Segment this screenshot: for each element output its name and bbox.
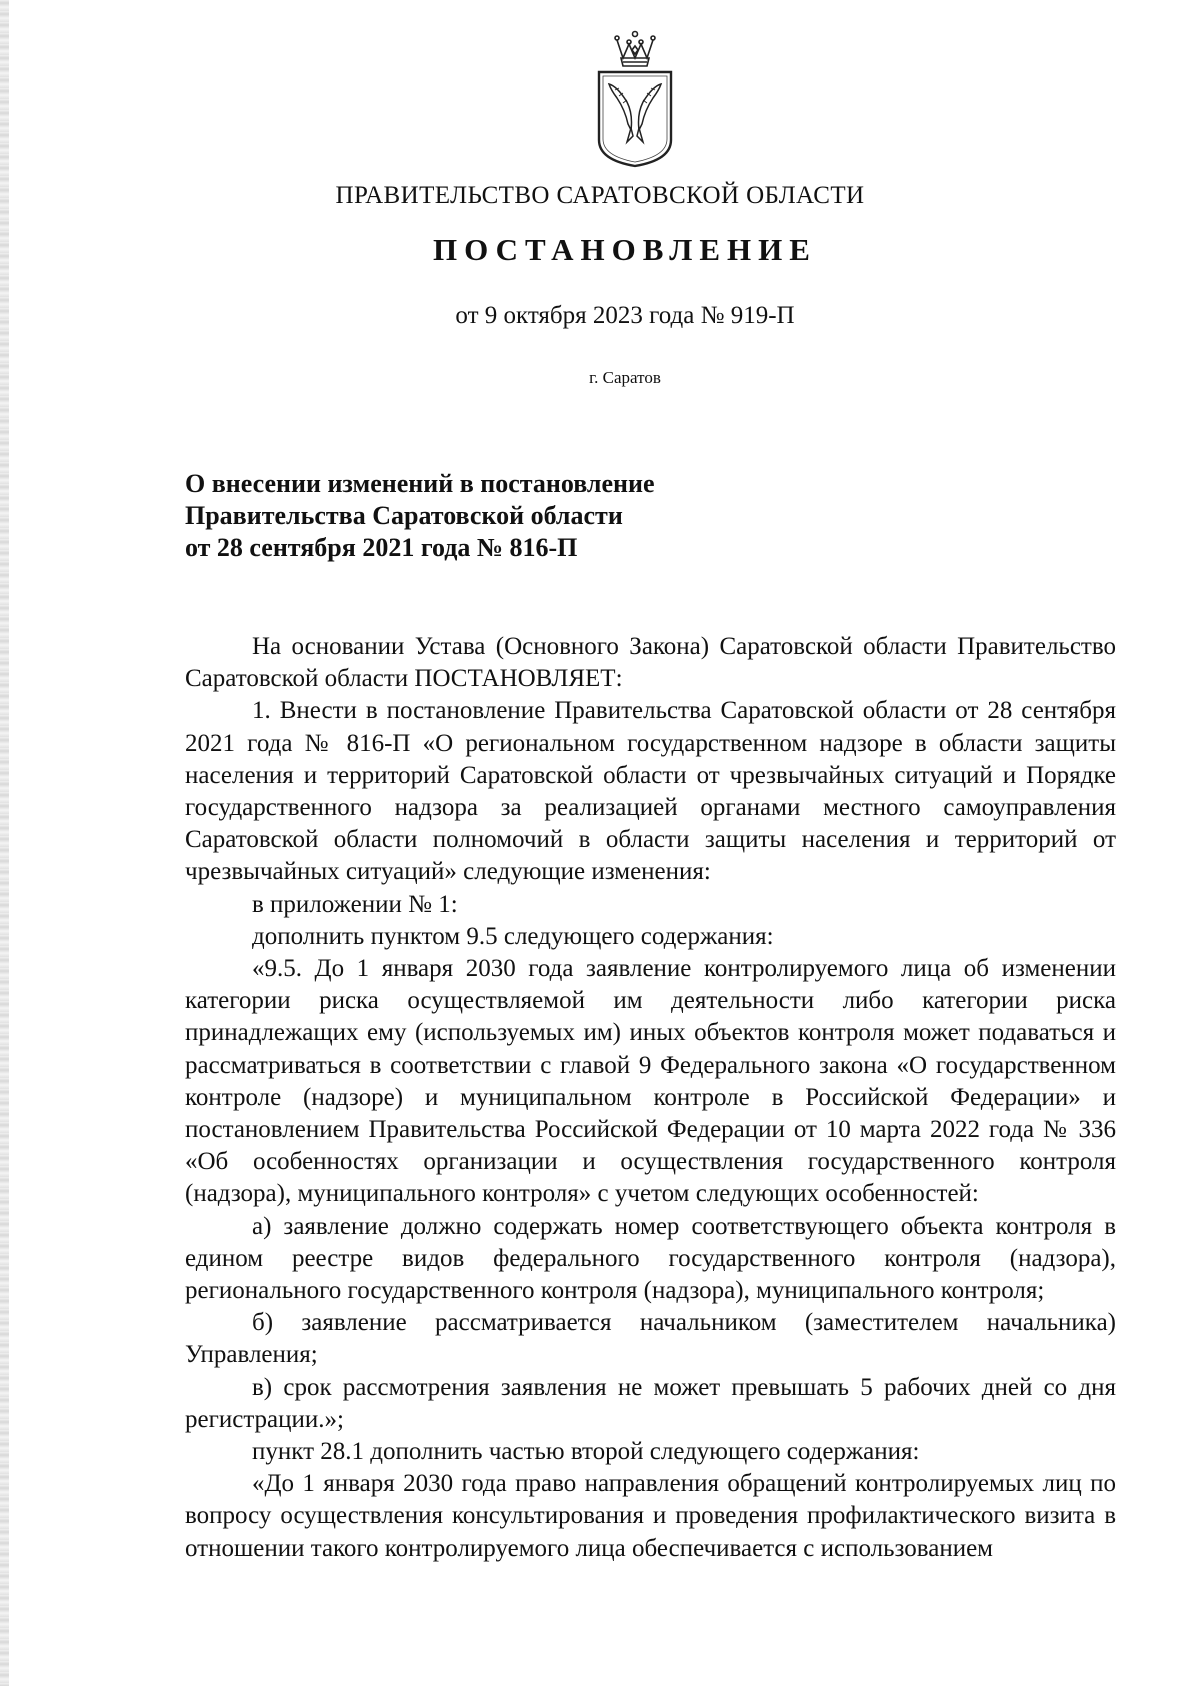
paragraph-28-1: «До 1 января 2030 года право направления обращений контролируемых лиц по вопросу осуществления консультирования и проведения профилактического визита в отношении такого контролируемого лица обеспечивается с использованием <box>185 1470 1116 1562</box>
paragraph-item-1: 1. Внести в постановление Правительства Саратовской области от 28 сентября 2021 года № 816-П «О региональном государственном надзоре в области защиты населения и территорий Саратовской области от чрезвычайных ситуаций и Порядке государственного надзора за реализацией органами местного самоуправления Саратовской области полномочий в области защиты населения и территорий от чрезвычайных ситуаций» следующие изменения: <box>185 697 1116 886</box>
paragraph-9-5: «9.5. До 1 января 2030 года заявление контролируемого лица об изменении категории риска осуществляемой им деятельности либо категории риска принадлежащих ему (используемых им) иных объектов контроля может подаваться и рассматриваться в соответствии с главой 9 Федерального закона «О государственном контроле (надзоре) и муниципальном контроле в Российской Федерации» и постановлением Правительства Российской Федерации от 10 марта 2022 года № 336 «Об особенностях организации и осуществления государственного контроля (надзора), муниципального контроля» с учетом следующих особенностей: <box>185 955 1116 1208</box>
paragraph: дополнить пунктом 9.5 следующего содержания: <box>252 922 774 950</box>
paragraph-sub-v: в) срок рассмотрения заявления не может превышать 5 рабочих дней со дня регистрации.»; <box>185 1373 1116 1433</box>
subject-line: О внесении изменений в постановление <box>185 469 655 498</box>
paragraph-sub-b: б) заявление рассматривается начальником (заместителем начальника) Управления; <box>185 1309 1116 1369</box>
paragraph: пункт 28.1 дополнить частью второй следующего содержания: <box>252 1438 920 1466</box>
subject-line: от 28 сентября 2021 года № 816-П <box>185 533 578 562</box>
subject-line: Правительства Саратовской области <box>185 501 623 530</box>
document-subject <box>185 468 885 564</box>
organization-name: ПРАВИТЕЛЬСТВО САРАТОВСКОЙ ОБЛАСТИ <box>335 182 865 209</box>
paragraph: в приложении № 1: <box>252 890 458 918</box>
document-type: ПОСТАНОВЛЕНИЕ <box>433 232 817 267</box>
paragraph-sub-a: а) заявление должно содержать номер соответствующего объекта контроля в едином реестре видов федерального государственного контроля (надзора), регионального государственного контроля (надзора), муниципального контроля; <box>185 1212 1116 1305</box>
document-body <box>185 631 1116 1565</box>
document-date-number: от 9 октября 2023 года № 919-П <box>455 302 795 329</box>
document-city: г. Саратов <box>589 368 661 387</box>
paragraph-preamble: На основании Устава (Основного Закона) Саратовской области Правительство Саратовской области ПОСТАНОВЛЯЕТ: <box>185 633 1116 693</box>
saratov-coat-of-arms-icon <box>595 28 675 168</box>
